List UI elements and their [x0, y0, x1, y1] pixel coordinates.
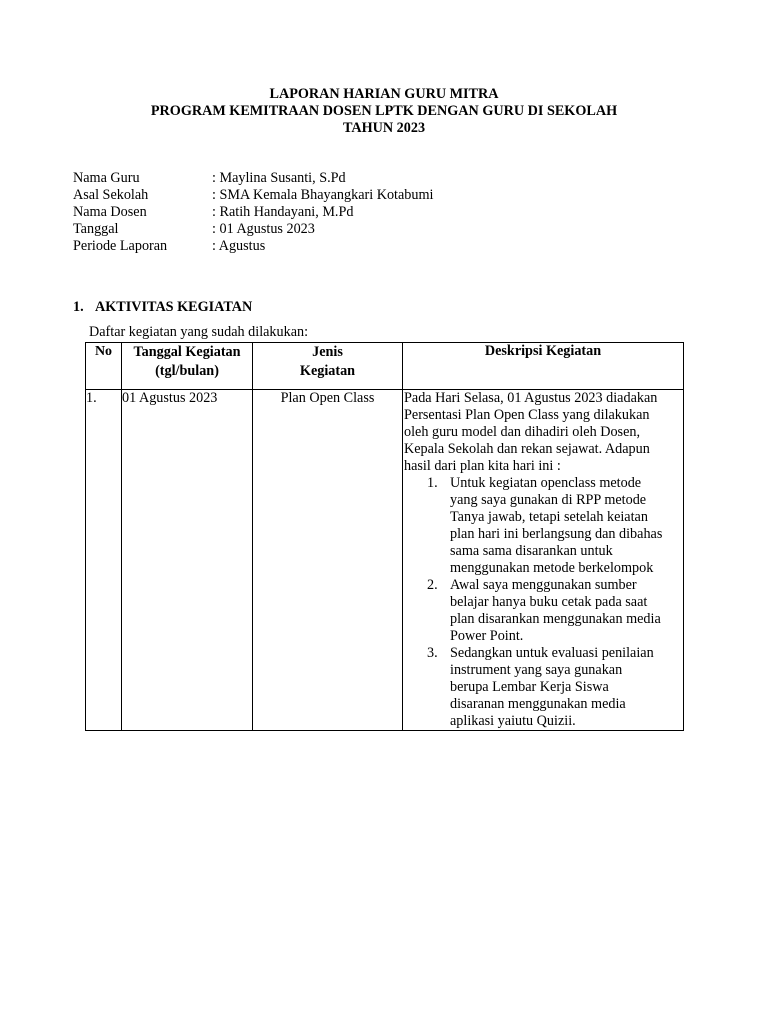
description-line: oleh guru model dan dihadiri oleh Dosen,: [404, 424, 641, 440]
cell-type: Plan Open Class: [253, 390, 403, 731]
list-item: [403, 475, 683, 577]
list-item-line: plan hari ini berlangsung dan dibahas: [450, 526, 663, 542]
list-item-line: belajar hanya buku cetak pada saat: [450, 594, 648, 610]
info-value: : Agustus: [212, 238, 266, 254]
list-item-line: disaranan menggunakan media: [450, 696, 626, 712]
list-item: [403, 577, 683, 645]
list-item-line: Sedangkan untuk evaluasi penilaian: [450, 645, 654, 661]
section-number: 1.: [73, 299, 84, 315]
list-item-line: instrument yang saya gunakan: [450, 662, 623, 678]
list-item-line: Awal saya menggunakan sumber: [450, 577, 637, 593]
table-header-row: [86, 343, 684, 390]
info-label: Tanggal: [73, 221, 119, 237]
info-row-period: [73, 238, 433, 255]
list-item-number: 1.: [427, 475, 438, 491]
list-item-line: berupa Lembar Kerja Siswa: [450, 679, 609, 695]
cell-description: [403, 390, 684, 731]
title-line-2: PROGRAM KEMITRAAN DOSEN LPTK DENGAN GURU DI SEKOLAH: [150, 103, 618, 119]
list-item-text: [449, 475, 683, 577]
title-line-1: LAPORAN HARIAN GURU MITRA: [269, 86, 499, 102]
info-row-date: [73, 221, 433, 238]
list-item-number: 2.: [427, 577, 438, 593]
header-type-line-2: Kegiatan: [299, 363, 356, 379]
info-value: : 01 Agustus 2023: [212, 221, 315, 237]
info-value: : Maylina Susanti, S.Pd: [212, 170, 346, 186]
list-item-text: [449, 577, 683, 645]
teacher-info: [73, 170, 433, 255]
list-item-line: yang saya gunakan di RPP metode: [450, 492, 647, 508]
info-row-school: [73, 187, 433, 204]
header-no: No: [86, 343, 122, 390]
title-line-3: TAHUN 2023: [342, 120, 426, 136]
info-value: : Ratih Handayani, M.Pd: [212, 204, 354, 220]
list-item-number: 3.: [427, 645, 438, 661]
list-item-text: [449, 645, 683, 730]
section-intro: Daftar kegiatan yang sudah dilakukan:: [89, 324, 309, 340]
header-type: [253, 343, 403, 390]
list-item-line: Tanya jawab, tetapi setelah keiatan: [450, 509, 648, 525]
list-item-line: Power Point.: [450, 628, 524, 644]
description-paragraph: [403, 390, 683, 475]
list-item-line: menggunakan metode berkelompok: [450, 560, 654, 576]
info-row-teacher-name: [73, 170, 433, 187]
list-item-line: aplikasi yaiutu Quizii.: [450, 713, 576, 729]
info-label: Nama Dosen: [73, 204, 147, 220]
cell-no: 1.: [86, 390, 122, 731]
description-line: Persentasi Plan Open Class yang dilakukan: [404, 407, 650, 423]
info-row-lecturer: [73, 204, 433, 221]
table-row: [86, 390, 684, 731]
info-label: Nama Guru: [73, 170, 140, 186]
header-date-line-1: Tanggal Kegiatan: [133, 344, 241, 360]
header-description: Deskripsi Kegiatan: [403, 343, 684, 390]
description-line: hasil dari plan kita hari ini :: [404, 458, 561, 474]
list-item-line: sama sama disarankan untuk: [450, 543, 613, 559]
section-heading: [73, 299, 252, 316]
description-line: Pada Hari Selasa, 01 Agustus 2023 diadakan: [404, 390, 658, 406]
info-value: : SMA Kemala Bhayangkari Kotabumi: [212, 187, 434, 203]
section-title: AKTIVITAS KEGIATAN: [95, 299, 253, 315]
header-date: [122, 343, 253, 390]
info-label: Periode Laporan: [73, 238, 168, 254]
description-line: Kepala Sekolah dan rekan sejawat. Adapun: [404, 441, 650, 457]
info-label: Asal Sekolah: [73, 187, 149, 203]
document-title: [0, 86, 768, 137]
list-item: [403, 645, 683, 730]
list-item-line: plan disarankan menggunakan media: [450, 611, 661, 627]
header-type-line-1: Jenis: [312, 344, 343, 360]
activity-table: [85, 342, 684, 731]
cell-date: 01 Agustus 2023: [122, 390, 253, 731]
header-date-line-2: (tgl/bulan): [155, 363, 219, 379]
list-item-line: Untuk kegiatan openclass metode: [450, 475, 642, 491]
result-list: [403, 475, 683, 730]
